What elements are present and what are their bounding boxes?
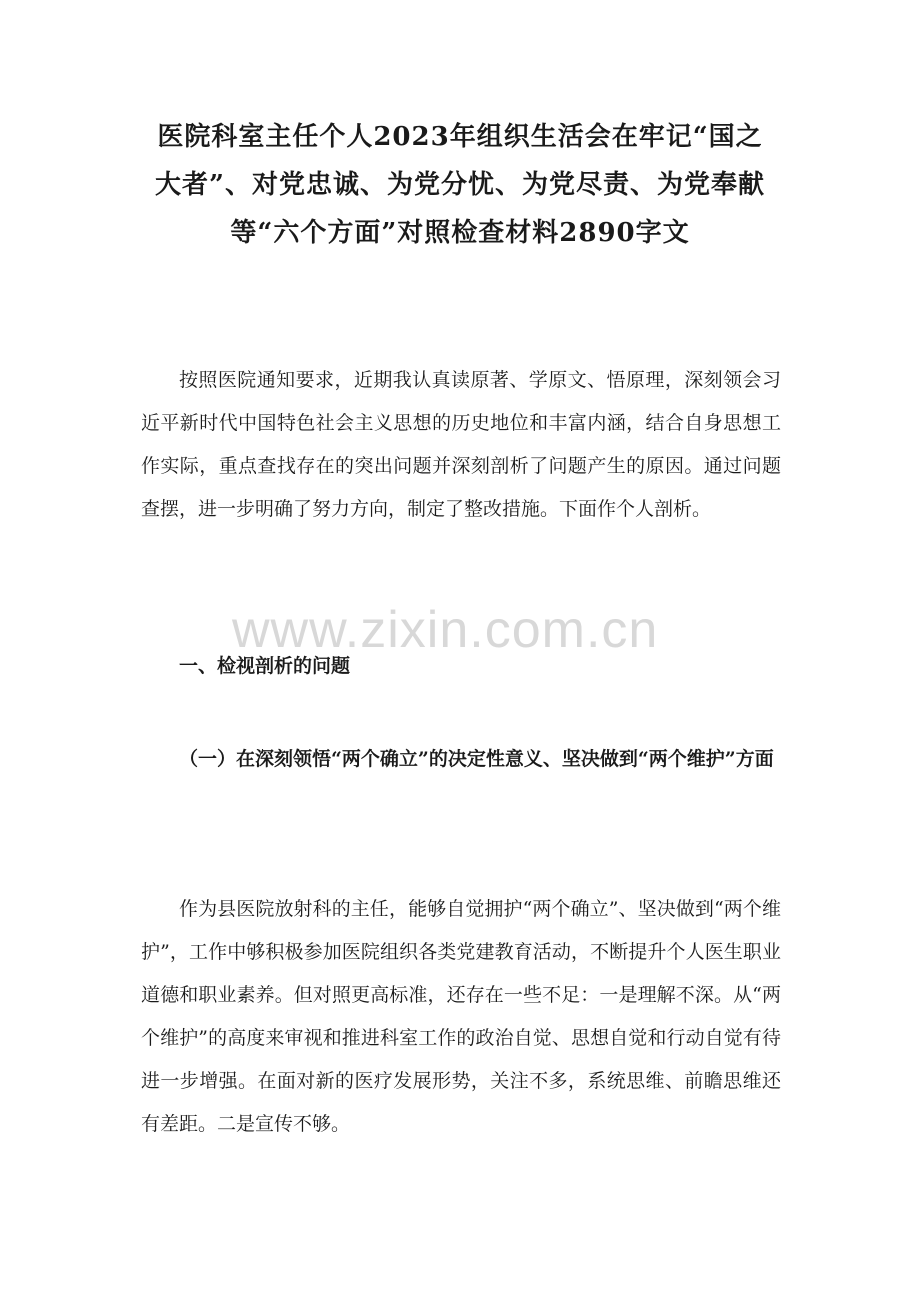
document-title <box>128 113 792 257</box>
watermark-text: www.zixin.com.cn <box>232 601 659 659</box>
title-line-3: 等“六个方面”对照检查材料2890字文 <box>230 218 690 248</box>
body-paragraph: 作为县医院放射科的主任，能够自觉拥护“两个确立”、坚决做到“两个维护”，工作中够积极参加医院组织各类党建教育活动，不断提升个人医生职业道德和职业素养。但对照更高标准，还存在一些不足：一是理解不深。从“两个维护”的高度来审视和推进科室工作的政治自觉、思想自觉和行动自觉有待进一步增强。在面对新的医疗发展形势，关注不多，系统思维、前瞻思维还有差距。二是宣传不够。 <box>141 898 781 1135</box>
subsection-heading: （一）在深刻领悟“两个确立”的决定性意义、坚决做到“两个维护”方面 <box>179 748 774 770</box>
title-line-2: 大者”、对党忠诚、为党分忧、为党尽责、为党奉献 <box>155 170 765 200</box>
intro-paragraph: 按照医院通知要求，近期我认真读原著、学原文、悟原理，深刻领会习近平新时代中国特色社会主义思想的历史地位和丰富内涵，结合自身思想工作实际，重点查找存在的突出问题并深刻剖析了问题产生的原因。通过问题查摆，进一步明确了努力方向，制定了整改措施。下面作个人剖析。 <box>141 369 781 520</box>
section-heading: 一、检视剖析的问题 <box>179 655 351 677</box>
title-line-1: 医院科室主任个人2023年组织生活会在牢记“国之 <box>157 122 763 152</box>
